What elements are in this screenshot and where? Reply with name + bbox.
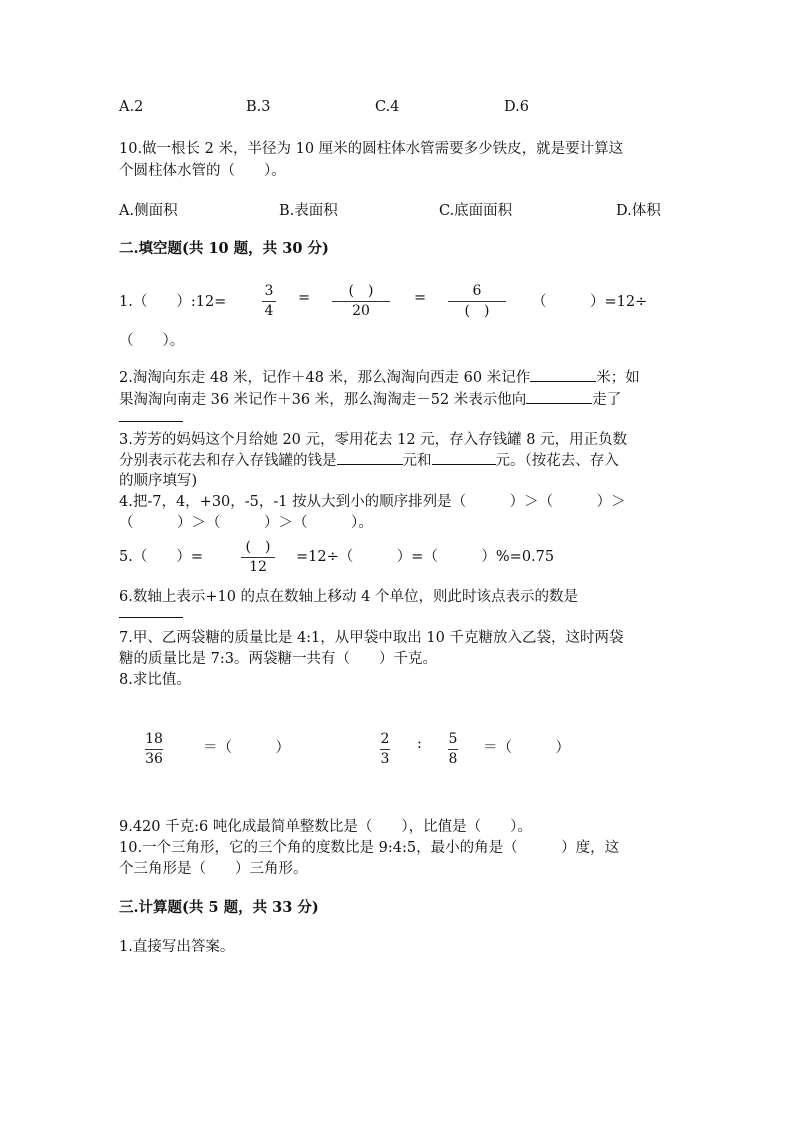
denominator: 8: [448, 751, 458, 767]
fill-3-text: 分别表示花去和存入存钱罐的钱是: [119, 453, 337, 469]
answer-blank[interactable]: [337, 450, 403, 465]
fill-10-line-1: 10.一个三角形，它的三个角的度数比是 9:4:5，最小的角是（ ）度，这: [119, 840, 620, 856]
answer-blank[interactable]: [530, 367, 596, 382]
question-10-line-1: 10.做一根长 2 米，半径为 10 厘米的圆柱体水管需要多少铁皮，就是要计算这: [119, 141, 624, 157]
fill-2-line-1: [119, 366, 640, 387]
option-c: C.底面面积: [439, 203, 513, 219]
fraction-5-8: [448, 731, 458, 768]
question-10-line-2: 个圆柱体水管的（ ）。: [119, 163, 286, 179]
fill-10-line-2: 个三角形是（ ）三角形。: [119, 861, 308, 877]
fraction-bar: [332, 301, 390, 302]
option-a: A.2: [119, 99, 144, 115]
fraction-bar: [380, 749, 390, 750]
denominator: 20: [352, 303, 370, 319]
fill-3-text: 元和: [402, 453, 432, 469]
numerator: 6: [472, 283, 482, 299]
fill-3-text: 元。（按花去、存入: [495, 453, 619, 469]
denominator: ( ): [464, 303, 490, 319]
fill-2-line-3: [119, 407, 183, 426]
fill-1-prefix: 1.（ ）:12=: [119, 294, 227, 310]
fill-2-text: 2.淘淘向东走 48 米，记作＋48 米，那么淘淘向西走 60 米记作: [119, 370, 531, 386]
fill-1-tail: （ ）=12÷: [532, 294, 648, 310]
fill-4-line-1: 4.把-7，4，+30，-5，-1 按从大到小的顺序排列是（ ）＞（ ）＞: [119, 494, 626, 510]
numerator: 2: [380, 731, 390, 747]
numerator: 5: [448, 731, 458, 747]
section-3-title: 三.计算题(共 5 题，共 33 分): [119, 899, 319, 916]
section-2-title: 二.填空题(共 10 题，共 30 分): [119, 240, 329, 257]
answer-blank[interactable]: [432, 450, 496, 465]
fill-2-line-2: [119, 388, 621, 409]
denominator: 36: [145, 751, 163, 767]
fill-5-tail: =12÷（ ）=（ ）%=0.75: [296, 549, 555, 565]
fraction-bar: [241, 557, 275, 558]
fraction-bar: [262, 301, 276, 302]
fraction-bar: [448, 301, 506, 302]
fraction-3-4: [262, 283, 276, 320]
fraction-blank-20: [332, 283, 390, 320]
fill-2-text: 果淘淘向南走 36 米记作＋36 米，那么淘淘走－52 米表示他向: [119, 392, 527, 408]
option-b: B.3: [246, 99, 271, 115]
equals-sign: =: [414, 290, 427, 306]
denominator: 12: [249, 559, 267, 575]
fraction-bar: [448, 749, 458, 750]
calc-1-title: 1.直接写出答案。: [119, 939, 235, 955]
numerator: 18: [145, 731, 163, 747]
fill-1-line-2: （ ）。: [119, 333, 185, 349]
equals-sign: =: [298, 290, 311, 306]
fill-2-text: 米；如: [596, 370, 640, 386]
fraction-6-blank: [448, 283, 506, 320]
numerator: ( ): [245, 539, 271, 555]
fill-8-title: 8.求比值。: [119, 672, 191, 688]
fill-6-line-2: [119, 603, 183, 622]
fill-9-line-1: 9.420 千克:6 吨化成最简单整数比是（ ），比值是（ ）。: [119, 819, 532, 835]
option-a: A.侧面积: [119, 203, 178, 219]
fill-3-line-1: 3.芳芳的妈妈这个月给她 20 元，零用花去 12 元，存入存钱罐 8 元，用正负数: [119, 432, 628, 448]
fill-8-answer-b: ＝（ ）: [483, 740, 570, 756]
option-d: D.体积: [616, 203, 661, 219]
denominator: 4: [264, 303, 274, 319]
fraction-2-3: [380, 731, 390, 768]
fill-7-line-1: 7.甲、乙两袋糖的质量比是 4:1，从甲袋中取出 10 千克糖放入乙袋，这时两袋: [119, 630, 624, 646]
answer-blank[interactable]: [526, 389, 592, 404]
option-c: C.4: [375, 99, 400, 115]
fill-3-line-3: 的顺序填写): [119, 473, 198, 489]
denominator: 3: [380, 751, 390, 767]
numerator: 3: [264, 283, 274, 299]
fill-6-line-1: 6.数轴上表示+10 的点在数轴上移动 4 个单位，则此时该点表示的数是: [119, 589, 578, 605]
answer-blank[interactable]: [119, 603, 183, 618]
fill-3-line-2: [119, 449, 619, 470]
option-d: D.6: [504, 99, 529, 115]
option-b: B.表面积: [279, 203, 338, 219]
fraction-bar: [145, 749, 163, 750]
fill-5-prefix: 5.（ ）=: [119, 549, 203, 565]
ratio-colon: :: [417, 736, 422, 752]
fraction-blank-12: [241, 539, 275, 576]
answer-blank[interactable]: [119, 407, 183, 422]
fill-8-answer-a: ＝（ ）: [203, 740, 290, 756]
fraction-18-36: [145, 731, 163, 768]
numerator: ( ): [348, 283, 374, 299]
fill-4-line-2: （ ）＞（ ）＞（ ）。: [119, 515, 373, 531]
fill-2-text: 走了: [592, 392, 622, 408]
fill-7-line-2: 糖的质量比是 7:3。两袋糖一共有（ ）千克。: [119, 651, 437, 667]
